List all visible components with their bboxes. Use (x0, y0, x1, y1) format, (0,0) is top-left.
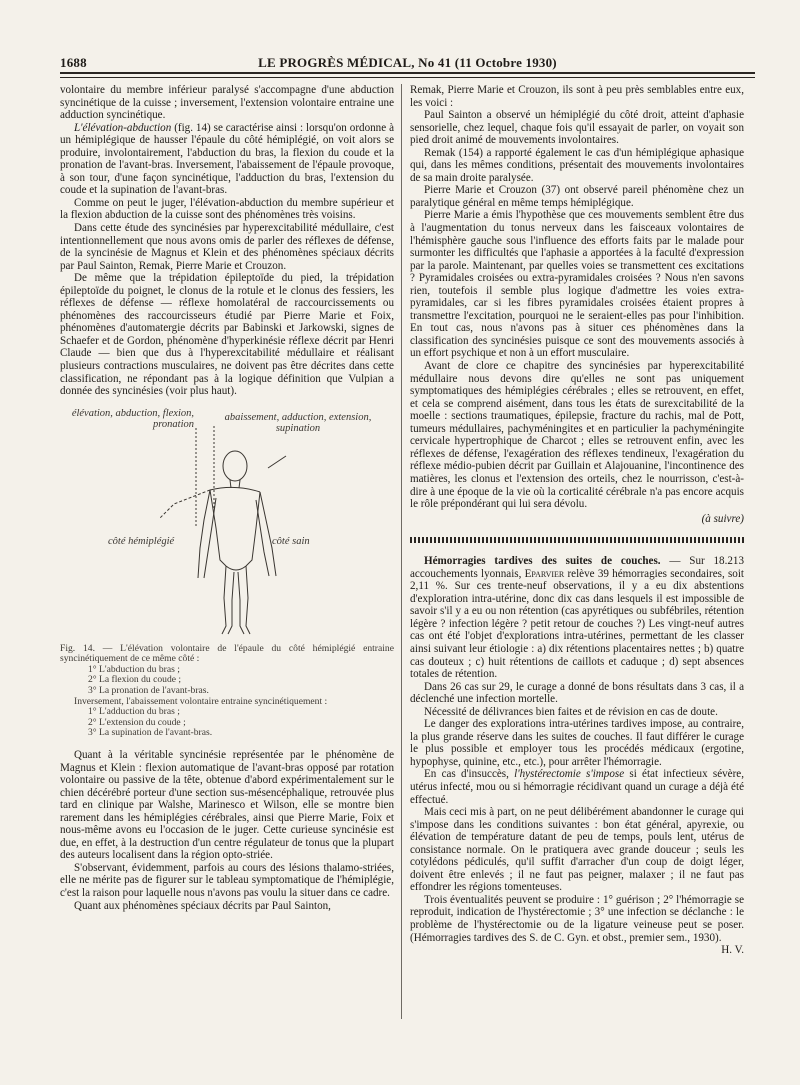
left-column (60, 84, 394, 912)
journal-title: LE PROGRÈS MÉDICAL, No 41 (11 Octobre 1930) (258, 55, 557, 70)
section-separator (410, 537, 744, 543)
paragraph: Pierre Marie et Crouzon (37) ont observé pareil phénomène chez un paralytique général en même temps hémiplégique. (410, 184, 744, 209)
caption-item: 2° La flexion du coude ; (88, 674, 182, 686)
article-title: Hémorragies tardives des suites de couches. (424, 555, 661, 568)
article-paragraph: Dans 26 cas sur 29, le curage a donné de bons résultats dans 3 cas, il a déclenché une infection mortelle. (410, 680, 744, 706)
header-rule (60, 77, 755, 78)
paragraph: Dans cette étude des syncinésies par hyperexcitabilité médullaire, c'est intentionnellement que nous avons omis de parler des réflexes de défense, de la syncinésie de Magnus et Klein et des phénomènes spéciaux décrits par Paul Sainton, Remak, Pierre Marie et Crouzon. (60, 222, 394, 272)
caption-inverse: Inversement, l'abaissement volontaire entraine syncinétiquement : (74, 695, 328, 707)
emphasis: L'élévation-abduction (74, 121, 172, 134)
article-paragraph (410, 555, 744, 680)
emphasis: l'hystérectomie s'impose (514, 768, 625, 781)
paragraph: Remak, Pierre Marie et Crouzon, ils sont à peu près semblables entre eux, les voici : (410, 84, 744, 109)
author-name: Eparvier (524, 567, 565, 580)
article-paragraph: Trois éventualités peuvent se produire : 1° guérison ; 2° l'hémorragie se reproduit, indication de l'hystérectomie ; 3° une infection se déclanche : le problème de l'hystérectomie ou de la ligature veineuse peut se poser. (Hémorragies tardives des S. de C. Gyn. et obst., premier sem., 1930). (410, 893, 744, 944)
caption-item: 2° L'extension du coude ; (88, 716, 186, 728)
right-column (410, 84, 744, 957)
text-run: relève 39 hémorragies secondaires, soit 2,11 %. Sur ces trente-neuf observations, il y a eu dix abstentions d'exploration intra-utérine, donc dix cas dans lesquels il est impossible de savoir s'il y a eu ou non rétention (cas apyrétiques ou subfébriles, rétention légère ? infection légère ? petit retour de couches ?) Les vingt-neuf autres cas ont été l'objet d'explorations intra-utérines, permettant de les classer ainsi suivant leur étiologie : a) dix rétentions placentaires nettes ; b) quatre cas douteux ; c) huit rétentions de caillots et caduque ; d) sept absences totales de rétention. (410, 567, 744, 681)
paragraph: Remak (154) a rapporté également le cas d'un hémiplégique aphasique qui, dans les mêmes conditions, présentait des mouvements involontaires de sa main droite paralysée. (410, 146, 744, 184)
paragraph: Paul Sainton a observé un hémiplégié du côté droit, atteint d'aphasie sensorielle, chez lequel, chaque fois qu'il essayait de parler, on voyait son pied droit animé de mouvements involontaires. (410, 109, 744, 147)
figure-caption (60, 644, 394, 739)
human-figure-illustration (60, 408, 394, 640)
caption-item: 1° L'abduction du bras ; (88, 663, 180, 675)
paragraph: Avant de clore ce chapitre des syncinésies par hyperexcitabilité médullaire nous devons dire qu'elles ne sont pas uniquement symptomatiques des hémiplégies cérébrales ; elles se retrouvent, en effet, et cela se comprend aisément, dans tous les états de surexcitabilité de la moelle : sections traumatiques, épilepsie, fracture du rachis, mal de Pott, tumeurs médullaires, pachyméningites et en particulier la pachyméningite cervicale hypertrophique de Charcot ; elles se retrouvent enfin, avec les réflexes de défense, l'exagération des réflexes tendineux, l'exagération du réflexe médio-pubien décrit par Guillain et Alajouanine, l'incontinence des matières, les clonus et l'extension des orteils, chez le nourrisson, c'est-à-dire à une époque de la vie où la corticalité cérébrale n'a pas encore acquis le rôle prépondérant qui lui sera dévolu. (410, 360, 744, 511)
figure-label-right: abaissement, adduction, extension, supination (224, 411, 372, 435)
article-signature: H. V. (721, 944, 744, 957)
page-number: 1688 (60, 55, 87, 70)
caption-title: Fig. 14. — L'élévation volontaire de l'épaule du côté hémiplégié entraine syncinétiquement de ce même côté : (60, 642, 394, 665)
figure-14 (60, 408, 394, 640)
paragraph: Pierre Marie a émis l'hypothèse que ces mouvements semblent être dus à l'augmentation du tonus nerveux dans les faisceaux volontaires de l'hémisphère gauche sous l'influence des efforts faits par le malade pour surmonter les difficultés que l'aphasie a apportées à la faculté d'expression par la parole. Maintenant, par quelles voies se transmettent ces excitations ? Pyramidales croisées ou extra-pyramidales croisées ? Nous n'en savons rien, toutefois il semble plus logique d'admettre les voies extra-pyramidales, car si les fibres pyramidales croisées étaient propres à transmettre l'excitation, pourquoi ne le seraient-elles pas pour l'inhibition. En tout cas, nous n'avons pas à situer ces phénomènes dans la classification des syncinésies puisque ce sont des mouvements associés à un effort psychique et non à un effort musculaire. (410, 209, 744, 360)
text-run: En cas d'insuccès, (424, 768, 515, 781)
to-be-continued: (à suivre) (701, 512, 744, 525)
caption-item: 3° La supination de l'avant-bras. (88, 727, 213, 739)
article-paragraph: Le danger des explorations intra-utérines tardives impose, au contraire, la plus grande réserve dans les suites de couches. Il faut différer le curage le plus possible et employer tous les procédés médicaux (ergotine, hypophyse, quinine, etc., etc.), pour arrêter l'hémorragie. (410, 718, 744, 768)
figure-label-hemiplegic-side: côté hémiplégié (108, 535, 175, 547)
paragraph: S'observant, évidemment, parfois au cours des lésions thalamo-striées, elle ne mérite pas de figurer sur le tableau symptomatique de l'hémiplégie, c'est la raison pour laquelle nous n'avons pas voulu la situer dans ce cadre. (60, 861, 394, 900)
text-run: (fig. 14) se caractérise ainsi : lorsqu'on ordonne à un hémiplégique de hausser l'épaule du côté hémiplégié, on voit alors se produire, involontairement, l'abduction du bras, la flexion du coude et la pronation de l'avant-bras. Inversement, l'abaissement de l'épaule provoque, à son tour, d'une façon syncinétique, l'adduction du bras, l'extension du coude et la supination de l'avant-bras. (60, 121, 394, 197)
paragraph: Comme on peut le juger, l'élévation-abduction du membre supérieur et la flexion abduction de la cuisse sont des phénomènes très voisins. (60, 196, 394, 222)
figure-label-left: élévation, abduction, flexion, pronation (71, 407, 194, 431)
text-run: — Sur 18.213 accouchements lyonnais, (410, 555, 744, 580)
page-header (60, 50, 755, 74)
column-divider (401, 84, 402, 1019)
paragraph: Quant aux phénomènes spéciaux décrits par Paul Sainton, (74, 899, 331, 912)
article-paragraph: Mais ceci mis à part, on ne peut délibérément abandonner le curage qui s'impose dans les conditions suivantes : bon état général, apyrexie, ou élévation de température datant de peu de temps, pouls lent, utérus de consistance normale. On le pratiquera avec grande douceur ; seuls les cotylédons pédiculés, qu'il suffit d'arracher d'un coup de doigt léger, doivent être enlevés ; il ne faut pas peigner, malaxer ; il ne faut pas effondrer les régions tomenteuses. (410, 806, 744, 894)
paragraph: volontaire du membre inférieur paralysé s'accompagne d'une abduction syncinétique de la cuisse ; inversement, l'extension volontaire entraine une adduction syncinétique. (60, 84, 394, 122)
article-paragraph (410, 768, 744, 806)
figure-label-healthy-side: côté sain (272, 535, 310, 547)
article-paragraph: Nécessité de délivrances bien faites et de révision en cas de doute. (424, 705, 718, 718)
caption-item: 1° L'adduction du bras ; (88, 706, 180, 718)
caption-item: 3° La pronation de l'avant-bras. (88, 685, 209, 697)
paragraph (60, 122, 394, 197)
paragraph: De même que la trépidation épileptoïde du pied, la trépidation épileptoïde du poignet, le clonus de la rotule et le clonus des fessiers, les réflexes de défense — réflexe homolatéral de raccourcissements ou phénomènes des raccourcisseurs étudié par Pierre Marie et Foix, phénomènes d'automatergie décrits par Babinski et Jarkowski, signes de Schaefer et de Gordon, phénomène d'hyperkinésie réflexe décrit par Henri Claude — bien que dus à l'hyperexcitabilité médullaire et réalisant plusieurs contractions musculaires, ne doivent pas être décrites dans cette classification, ne répondant pas à la logique définition que Vulpian a donnée des syncinésies (voir plus haut). (60, 272, 394, 398)
paragraph: Quant à la véritable syncinésie représentée par le phénomène de Magnus et Klein : flexion automatique de l'avant-bras opposé par rotation volontaire ou passive de la tête, obtenue d'abord expérimentalement sur le chien décérébré porteur d'une section sus-mésencéphalique, retrouvée plus tard en clinique par Walshe, Marinesco et Wilson, elle se montre bien rarement dans les hémiplégies cérébrales, ainsi que Pierre Marie, Foix et nous-même avons eu l'occasion de le juger. Cette curieuse syncinésie est due, en effet, à la destruction d'un centre régulateur de tonus que la plupart des auteurs localisent dans la région opto-striée. (60, 749, 394, 862)
text-run: si état infectieux sévère, utérus infecté, mou ou si hémorragie récidivant quand un curage a déjà été effectué. (410, 768, 744, 806)
